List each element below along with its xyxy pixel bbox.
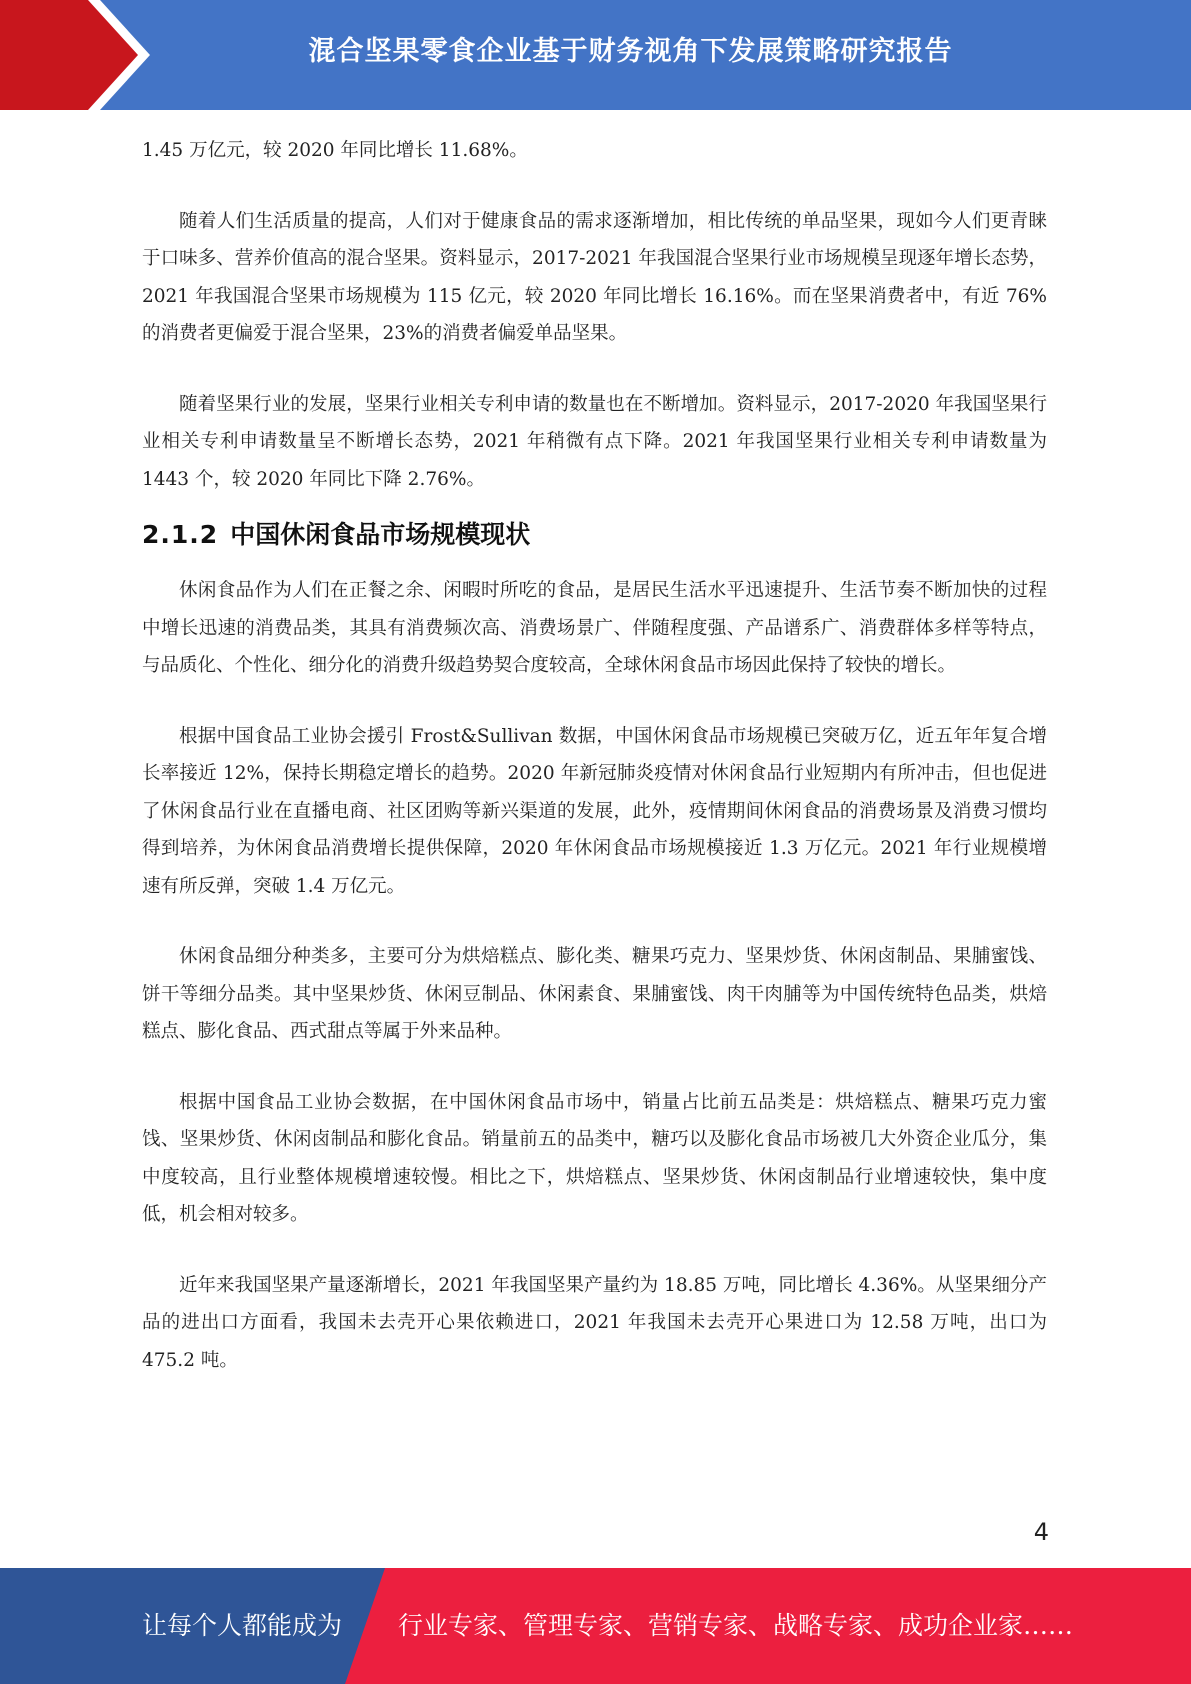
paragraph-market-size: 根据中国食品工业协会援引 Frost&Sullivan 数据，中国休闲食品市场规模已突破万亿，近五年年复合增长率接近 12%，保持长期稳定增长的趋势。2020 年新冠肺炎疫情对休闲食品行业短期内有所冲击，但也促进了休闲食品行业在直播电商、社区团购等新兴渠道的发展，此外，疫情期间休闲食品的消费场景及消费习惯均得到培养，为休闲食品消费增长提供保障，2020 年休闲食品市场规模接近 1.3 万亿元。2021 年行业规模增速有所反弹，突破 1.4 万亿元。 bbox=[142, 725, 1047, 897]
paragraph-snack-food-definition: 休闲食品作为人们在正餐之余、闲暇时所吃的食品，是居民生活水平迅速提升、生活节奏不断加快的过程中增长迅速的消费品类，其具有消费频次高、消费场景广、伴随程度强、产品谱系广、消费群体多样等特点，与品质化、个性化、细分化的消费升级趋势契合度较高，全球休闲食品市场因此保持了较快的增长。 bbox=[142, 580, 1047, 676]
paragraph-nut-production: 近年来我国坚果产量逐渐增长，2021 年我国坚果产量约为 18.85 万吨，同比增长 4.36%。从坚果细分产品的进出口方面看，我国未去壳开心果依赖进口，2021 年我国未去壳开心果进口为 12.58 万吨，出口为 475.2 吨。 bbox=[142, 1274, 1047, 1371]
paragraph-continuation: 1.45 万亿元，较 2020 年同比增长 11.68%。 bbox=[142, 140, 528, 161]
page-number: 4 bbox=[1033, 1518, 1049, 1546]
section-title: 中国休闲食品市场规模现状 bbox=[230, 520, 531, 549]
document-title: 混合坚果零食企业基于财务视角下发展策略研究报告 bbox=[308, 36, 953, 67]
paragraph-patents: 随着坚果行业的发展，坚果行业相关专利申请的数量也在不断增加。资料显示，2017-2020 年我国坚果行业相关专利申请数量呈不断增长态势，2021 年稍微有点下降。2021 年我国坚果行业相关专利申请数量为 1443 个，较 2020 年同比下降 2.76%。 bbox=[142, 393, 1047, 490]
paragraph-categories: 休闲食品细分种类多，主要可分为烘焙糕点、膨化类、糖果巧克力、坚果炒货、休闲卤制品、果脯蜜饯、饼干等细分品类。其中坚果炒货、休闲豆制品、休闲素食、果脯蜜饯、肉干肉脯等为中国传统特色品类，烘焙糕点、膨化食品、西式甜点等属于外来品种。 bbox=[142, 946, 1047, 1042]
page-footer-banner bbox=[0, 1568, 1191, 1684]
footer-slogan-left: 让每个人都能成为 bbox=[142, 1611, 343, 1640]
section-heading bbox=[142, 498, 1047, 572]
footer-slogan-right: 行业专家、管理专家、营销专家、战略专家、成功企业家…… bbox=[398, 1611, 1074, 1640]
paragraph-top-five-categories: 根据中国食品工业协会数据，在中国休闲食品市场中，销量占比前五品类是：烘焙糕点、糖果巧克力蜜饯、坚果炒货、休闲卤制品和膨化食品。销量前五的品类中，糖巧以及膨化食品市场被几大外资企业瓜分，集中度较高，且行业整体规模增速较慢。相比之下，烘焙糕点、坚果炒货、休闲卤制品行业增速较快，集中度低，机会相对较多。 bbox=[142, 1091, 1047, 1225]
red-chevron-decoration bbox=[0, 0, 160, 110]
section-number: 2.1.2 bbox=[142, 520, 219, 549]
document-body bbox=[142, 132, 1047, 1379]
paragraph-mixed-nuts-market: 随着人们生活质量的提高，人们对于健康食品的需求逐渐增加，相比传统的单品坚果，现如今人们更青睐于口味多、营养价值高的混合坚果。资料显示，2017-2021 年我国混合坚果行业市场规模呈现逐年增长态势，2021 年我国混合坚果市场规模为 115 亿元，较 2020 年同比增长 16.16%。而在坚果消费者中，有近 76%的消费者更偏爱于混合坚果，23%的消费者偏爱单品坚果。 bbox=[142, 210, 1047, 344]
page-header-banner bbox=[0, 0, 1191, 110]
